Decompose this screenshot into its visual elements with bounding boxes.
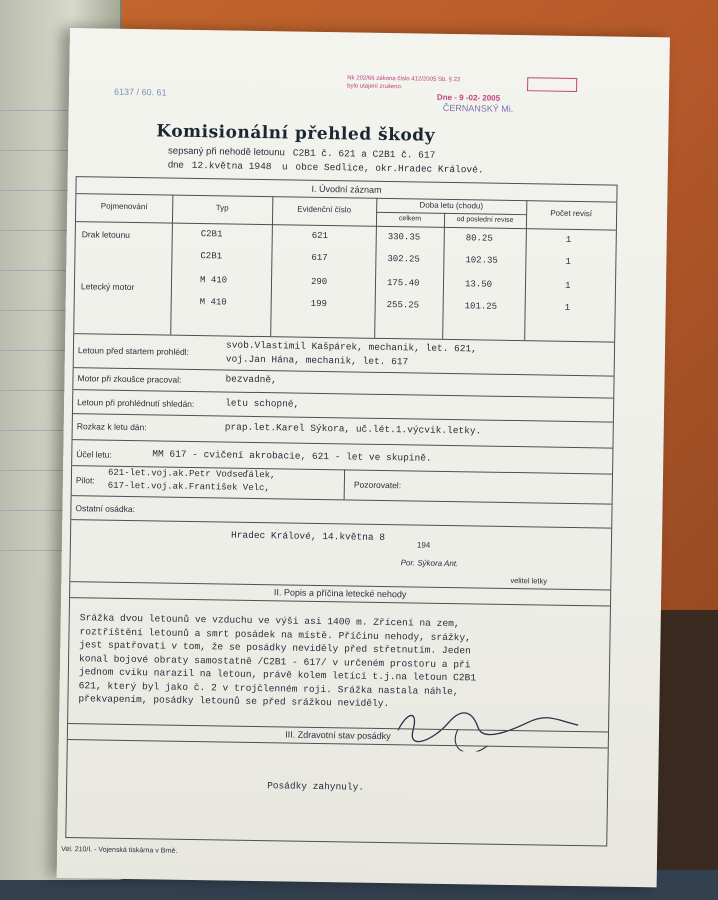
col-header-name: Pojmenování [100, 201, 148, 212]
col-header-evid: Evidenční číslo [297, 204, 352, 215]
field-value-engine-test: bezvadně, [225, 373, 277, 386]
pilot-line-2: 617-let.voj.ak.František Velc, [107, 480, 270, 494]
field-label-purpose: Účel letu: [76, 449, 112, 460]
table-cell: C2B1 [200, 229, 223, 240]
table-cell: 302.25 [387, 254, 420, 265]
declassification-stamp [347, 74, 578, 116]
stamp-name: ČERNANSKÝ Mi. [442, 102, 514, 114]
table-cell: 1 [564, 302, 571, 313]
table-cell: 290 [310, 276, 328, 288]
table-cell: 13.50 [464, 279, 493, 290]
commander-label: velitel letky [510, 575, 548, 586]
col-header-type: Typ [215, 203, 229, 213]
table-cell: 621 [311, 230, 329, 242]
field-label-order: Rozkaz k letu dán: [76, 421, 147, 433]
description-line: konal bojové obraty samostatně /C2B1 - 617/ v určeném prostoru a při [79, 652, 471, 670]
table-cell: 255.25 [386, 300, 420, 311]
description-line: překvapením, posádky letounů se před srážkou neviděly. [78, 693, 390, 710]
accident-description [78, 611, 609, 714]
table-cell: 330.35 [387, 232, 421, 243]
document-sheet [57, 28, 670, 887]
pilot-line-1: 621-let.voj.ak.Petr Vodseďálek, [107, 467, 276, 481]
year-prefix: 194 [416, 540, 431, 550]
table-cell: 101.25 [464, 301, 498, 312]
crew-health-status: Posádky zahynuly. [267, 780, 365, 793]
table-cell: 199 [310, 298, 327, 310]
description-line: Srážka dvou letounů ve vzduchu ve výši asi 1400 m. Zřícení na zem, [79, 612, 460, 630]
section3-heading: III. Zdravotní stav posádky [68, 723, 608, 748]
row-label-engine: Letecký motor [80, 281, 135, 293]
document-title: Komisionální přehled škody [156, 121, 436, 146]
description-line: 621, který byl jako č. 2 v trojčlenném roji. Srážka nastala náhle, [78, 679, 459, 697]
table-cell: 617 [311, 252, 328, 264]
description-line: jednom cviku narazil na letoun, právě kolem letící t.j.na letoun C2B1 [78, 666, 477, 684]
field-label-crew: Ostatní osádka: [75, 503, 136, 515]
stamp-box [527, 77, 577, 92]
date-place-line: dne 12.května 1948 u obce Sedlice, okr.Hradec Králové. [167, 159, 484, 176]
table-cell: M 410 [199, 275, 228, 286]
subtitle-line: sepsaný při nehodě letounu C2B1 č. 621 a C2B1 č. 617 [167, 145, 436, 161]
stamp-text-line2: bylo utajení zrušeno. [347, 83, 403, 91]
report-form [65, 176, 617, 846]
aircraft-ids: C2B1 č. 621 a C2B1 č. 617 [292, 147, 436, 161]
field-label-found: Letoun při prohlédnutí shledán: [77, 397, 195, 409]
field-value-order: prap.let.Karel Sýkora, uč.lét.1.výcvik.letky. [224, 421, 482, 437]
printer-footer: Vel. 210/I. - Vojenská tiskárna v Brně. [61, 845, 178, 855]
table-cell: 80.25 [465, 233, 493, 244]
field-label-inspected: Letoun před startem prohlédl: [77, 345, 190, 357]
stamp-date: Dne - 9 -02- 2005 [436, 92, 501, 103]
col-header-flight-time: Doba letu (chodu) [419, 200, 484, 211]
stamp-text-line1: Nk 202/66 zákona číslo 412/2005 Sb. § 22 [347, 75, 461, 84]
row-label-airframe: Drak letounu [81, 229, 131, 240]
accident-date: 12.května 1948 [191, 159, 272, 173]
table-cell: 175.40 [386, 278, 420, 289]
table-cell: 102.35 [465, 255, 498, 266]
field-value-inspected-2: voj.Jan Hána, mechanik, let. 617 [225, 353, 409, 368]
col-header-total: celkem [398, 215, 422, 223]
field-value-found: letu schopné, [225, 397, 300, 410]
signature-text: Por. Sýkora Ant. [400, 558, 459, 569]
table-cell: 1 [565, 256, 571, 267]
section1-heading: I. Úvodní záznam [76, 177, 616, 202]
field-value-inspected: svob.Vlastimil Kašpárek, mechanik, let. 621, [225, 339, 477, 355]
place-date: Hradec Králové, 14.května 8 [230, 529, 386, 544]
field-value-purpose: MM 617 - cvičení akrobacie, 621 - let ve skupině. [152, 448, 432, 464]
col-header-since-revision: od poslední revise [456, 216, 514, 224]
archive-number: 6137 / 60. 61 [113, 86, 167, 98]
col-header-revisions: Počet revisí [550, 208, 593, 219]
accident-place: obce Sedlice, okr.Hradec Králové. [295, 161, 484, 176]
table-cell: 1 [564, 280, 571, 291]
field-label-observer: Pozorovatel: [353, 479, 402, 491]
table-cell: 1 [565, 234, 572, 245]
description-line: jest spatřovati v tom, že se posádky neviděly před střetnutím. Jeden [79, 639, 471, 657]
field-label-pilot: Pilot: [75, 475, 95, 486]
section2-heading: II. Popis a příčina letecké nehody [70, 581, 610, 606]
field-label-engine-test: Motor při zkoušce pracoval: [77, 373, 182, 385]
description-line: roztříštění letounů a smrt posádek na místě. Příčinu nehody, srážky, [79, 625, 472, 643]
table-cell: C2B1 [200, 251, 223, 262]
table-cell: M 410 [199, 297, 227, 308]
